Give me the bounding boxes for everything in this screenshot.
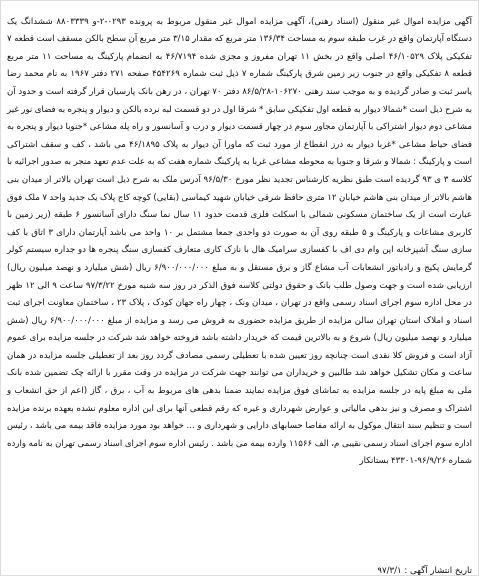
notice-body-text: آگهی مزایده اموال غیر منقول (اسناد رهنی)، آگهی مزایده اموال غیر منقول مربوط به پرونده ۰۲۹۳-۲-و ۸۸۰۳۳۳۹ ششدانگ یک دستگاه آپارتمان واقع در غرب طبقه سوم به مساحت ۱۳۶/۳۴ متر مربع که مقدار ۳/۱۵ متر مربع آن سطح بالکن مسقف است قطعه ۷ تفکیکی پلاک ۴۶/۱۰۵۲۹ اصلی واقع در بخش ۱۱ تهران مفروز و مجزی شده ۴۶/۷۱۹۴ به انضمام پارکینگ به مساحت ۱۱ متر مربع قطعه ۸ تفکیکی واقع در جنوب زیر زمین شرق پارکینگ شماره ۷ ذیل ثبت شماره ۴۵۴۲۶۹ صفحه ۲۷۱ دفتر ۱۹۶۷ به نام محمد رضا یاسر ثبت و صادر گردیده و به موجب سند رهنی ۱۰۶۲۷۰-۸۶/۵/۲۸ دفتر ۷۰ تهران ، در رهن بانک پارسیان قرار گرفته است و حدود آن به شرح ذیل است *شمالا دیوار به قطعه اول تفکیکی سابق * شرقا اول در دو قسمت لبه نرده بالکن و دیوار و پنجره به فضای نور غیر مشاعی دوم دیوار اشتراکی با آپارتمان مجاور سوم در چهار قسمت دیوار و درب و آسانسور و راه پله مشاعی *جنوبا دیوار و پنجره به فضای حیاط مشاعی *غربا دیوار به درز انقطاع از مورد ثبت که ماورا آن دیوار به پلاک ۴۶/۱۸۹۵ می باشد ، کف و سقف اشتراکی است و پارکینگ : شمالا و شرقا و جنوبا به محوطه مشاعی غربا به پارکینگ شماره هفت که به علت عدم تعهد منجر به صدور اجرائیه با کلاسه ۳ ی ۹۳ گردیده است طبق نظریه کارشناس تجدید نظر مورخ ۹۶/۵/۳۰ آدرس ملک به شرح ذیل است تهران بالاتر از میدان بنی هاشم بالاتر از میدان بنی هاشم خیابان ۱۲ متری حافظ شرقی خیابان شهید کیماسی (بقایی) کوچه کاج پلاک یک جدید واحد ۷ ملک فوق عبارت است از یک ساختمان مسکونی شمالی با اسکلت فلزی قدمت حدود ۱۱ سال نما سنگ دارای آسانسور ۶ طبقه (زیر زمین با کاربری مشاعات و پارکینگ و ۵ طبقه روی آن به صورت دو واحدی جمعا مشتمل بر ۱۰ واحد می باشد آپارتمان دارای ۳ اتاق با کف سازی سنگ آشپزخانه اپن وام دی اف با کفسازی سرامیک هال با نازک کاری متعارف کفسازی سنگ پنجره ها دو جداره سیستم کولر گرمایش پکیج و رادیاتور انشعابات آب مشاع گاز و برق مستقل و به مبلغ ۶/۹۰۰/۰۰۰/۰۰۰ ریال (شش میلیارد و نهصد میلیون ریال) ارزیابی شده است و جهت وصول طلب بانک و حقوق دولتی کلاسه فوق الذکر در روز سه شنبه مورخ ۹۷/۳/۲۲ ساعت ۹ الی ۱۲ ظهر در محل اداره سوم اجرای اسناد رسمی واقع در تهران ، میدان ونک ، چهار راه جهان کودک ، پلاک ۲۳ ، ساختمان معاونت اجرای ثبت اسناد و املاک استان تهران سالن مزایده از طریق مزایده حضوری به فروش می رسد و مزایده از مبلغ ۶/۹۰۰/۰۰۰/۰۰۰ ریال (شش میلیارد و نهصد میلیون ریال) شروع و به بالاترین قیمت که خریدار داشته باشد فروخته خواهد شد شرکت در جلسه مزایده برای عموم آزاد است و فروش کلا نقدی است چنانچه روز تعیین شده با تعطیلی رسمی مصادف گردد روز بعد از تعطیلی جلسه مزایده در همان ساعت و مکان تشکیل خواهد شد طالبین و خریداران می توانند جهت شرکت در مزایده در وقت مقرر با ارائه چک تضمین شده بانک ملی به مبلغ پایه در جلسه مزایده به تماشای فوق مزایده نمایند ضمنا بدهی های مربوط به آب ، برق ، گاز (اعم از حق انشعاب و اشتراک و مصرف و نیز بدهی مالیاتی و عوارض شهرداری و غیره که رقم قطعی آنها برای این اداره معلوم نشده بعهده برنده مزایده است و تنظیم سند انتقال موکول به ارائه مفاصا حسابهای دارایی و شهرداری و ... خواهد بود مورد مزایده فاقد بیمه می باشد ، رئیس اداره سوم اجرای اسناد رسمی نقیبی م، الف ۱۱۵۶۶ وارده بیمه می باشد . رئیس اداره سوم اجرای اسناد رسمی تهران به نامه وارده شماره ۹۶/۹/۲۶-۴۳۳۰۱ بستانکار [7,16,473,467]
publish-date: تاریخ انتشار آگهی : ۹۷/۳/۱ [377,565,472,576]
